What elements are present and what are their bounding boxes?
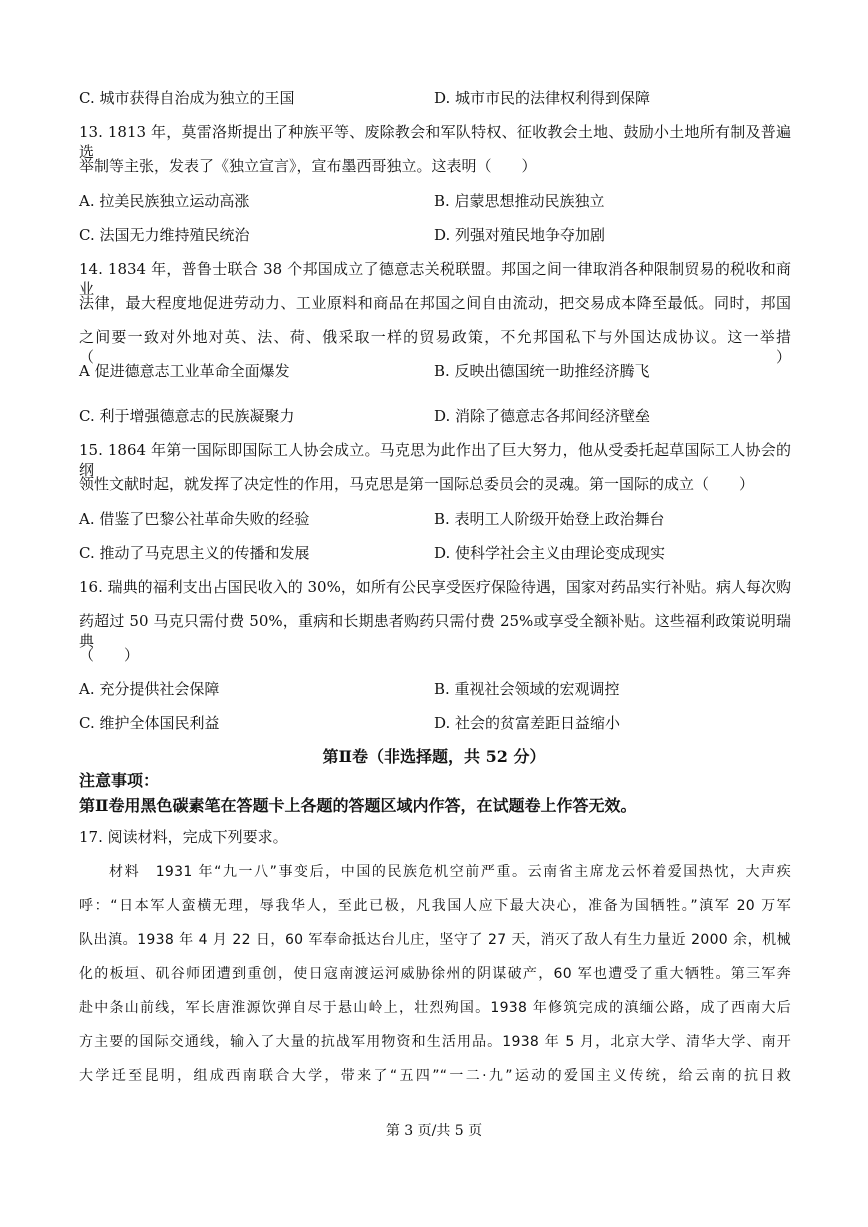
q14-option-d: D. 消除了德意志各邦间经济壁垒 [434,407,651,425]
q14-stem-line2: 法律，最大程度地促进劳动力、工业原料和商品在邦国之间自由流动，把交易成本降至最低。同时，邦国 [79,294,791,312]
q13-option-c: C. 法国无力维持殖民统治 [79,226,250,244]
q17-material-line: 呼：“日本军人蛮横无理，辱我华人，至此已极，凡我国人应下最大决心，准备为国牺牲。”滇军 20 万军 [79,898,791,914]
q12-option-c: C. 城市获得自治成为独立的王国 [79,89,295,107]
q13-stem-line1: 13. 1813 年，莫雷洛斯提出了种族平等、废除教会和军队特权、征收教会土地、鼓励小土地所有制及普遍选 [79,123,791,161]
q17-material-line: 材料 1931 年“九一八”事变后，中国的民族危机空前严重。云南省主席龙云怀着爱国热忱，大声疾 [109,864,791,880]
q14-option-c: C. 利于增强德意志的民族凝聚力 [79,407,295,425]
q16-stem-line2: 药超过 50 马克只需付费 50%，重病和长期患者购药只需付费 25%或享受全额补贴。这些福利政策说明瑞典 [79,612,791,650]
q16-option-b: B. 重视社会领域的宏观调控 [434,680,620,698]
q14-stem-line3: 之间要一致对外地对英、法、荷、俄采取一样的贸易政策，不允邦国私下与外国达成协议。这一举措（ ） [79,328,791,366]
notice-text: 第Ⅱ卷用黑色碳素笔在答题卡上各题的答题区域内作答，在试题卷上作答无效。 [79,796,637,815]
section2-title: 第Ⅱ卷（非选择题，共 52 分） [322,747,546,766]
q15-stem-line1: 15. 1864 年第一国际即国际工人协会成立。马克思为此作出了巨大努力，他从受委托起草国际工人协会的纲 [79,441,791,479]
q17-material-line: 队出滇。1938 年 4 月 22 日，60 军奉命抵达台儿庄，坚守了 27 天，消灭了敌人有生力量近 2000 余，机械 [79,932,791,948]
q16-stem-line3: （ ） [79,646,140,664]
q15-option-b: B. 表明工人阶级开始登上政治舞台 [434,510,665,528]
q14-option-b: B. 反映出德国统一助推经济腾飞 [434,362,650,380]
q15-stem-line2: 领性文献时起，就发挥了决定性的作用，马克思是第一国际总委员会的灵魂。第一国际的成立（ ） [79,475,755,493]
q15-option-c: C. 推动了马克思主义的传播和发展 [79,544,310,562]
q16-stem-line1: 16. 瑞典的福利支出占国民收入的 30%，如所有公民享受医疗保险待遇，国家对药品实行补贴。病人每次购 [79,578,791,596]
q15-option-a: A. 借鉴了巴黎公社革命失败的经验 [79,510,310,528]
q16-option-d: D. 社会的贫富差距日益缩小 [434,714,621,732]
q17-material-line: 赴中条山前线，军长唐淮源饮弹自尽于悬山岭上，壮烈殉国。1938 年修筑完成的滇缅公路，成了西南大后 [79,1000,791,1016]
q13-option-d: D. 列强对殖民地争夺加剧 [434,226,606,244]
q17-material-line: 大学迁至昆明，组成西南联合大学，带来了“五四”“一二·九”运动的爱国主义传统，给云南的抗日救 [79,1068,791,1084]
q17-material-line: 方主要的国际交通线，输入了大量的抗战军用物资和生活用品。1938 年 5 月，北京大学、清华大学、南开 [79,1034,791,1050]
q15-option-d: D. 使科学社会主义由理论变成现实 [434,544,666,562]
q14-option-a: A 促进德意志工业革命全面爆发 [79,362,290,380]
q16-option-a: A. 充分提供社会保障 [79,680,220,698]
q13-option-b: B. 启蒙思想推动民族独立 [434,192,605,210]
notice-title: 注意事项： [79,771,160,790]
page-number: 第 3 页/共 5 页 [385,1123,483,1139]
q14-stem-line1: 14. 1834 年，普鲁士联合 38 个邦国成立了德意志关税联盟。邦国之间一律取消各种限制贸易的税收和商业 [79,260,791,298]
q13-stem-line2: 举制等主张，发表了《独立宣言》，宣布墨西哥独立。这表明（ ） [79,157,537,175]
q17-prompt: 17. 阅读材料，完成下列要求。 [79,828,288,846]
q17-material-line: 化的板垣、矶谷师团遭到重创，使日寇南渡运河威胁徐州的阴谋破产，60 军也遭受了重大牺牲。第三军奔 [79,966,791,982]
q13-option-a: A. 拉美民族独立运动高涨 [79,192,250,210]
q16-option-c: C. 维护全体国民利益 [79,714,220,732]
q12-option-d: D. 城市市民的法律权利得到保障 [434,89,651,107]
